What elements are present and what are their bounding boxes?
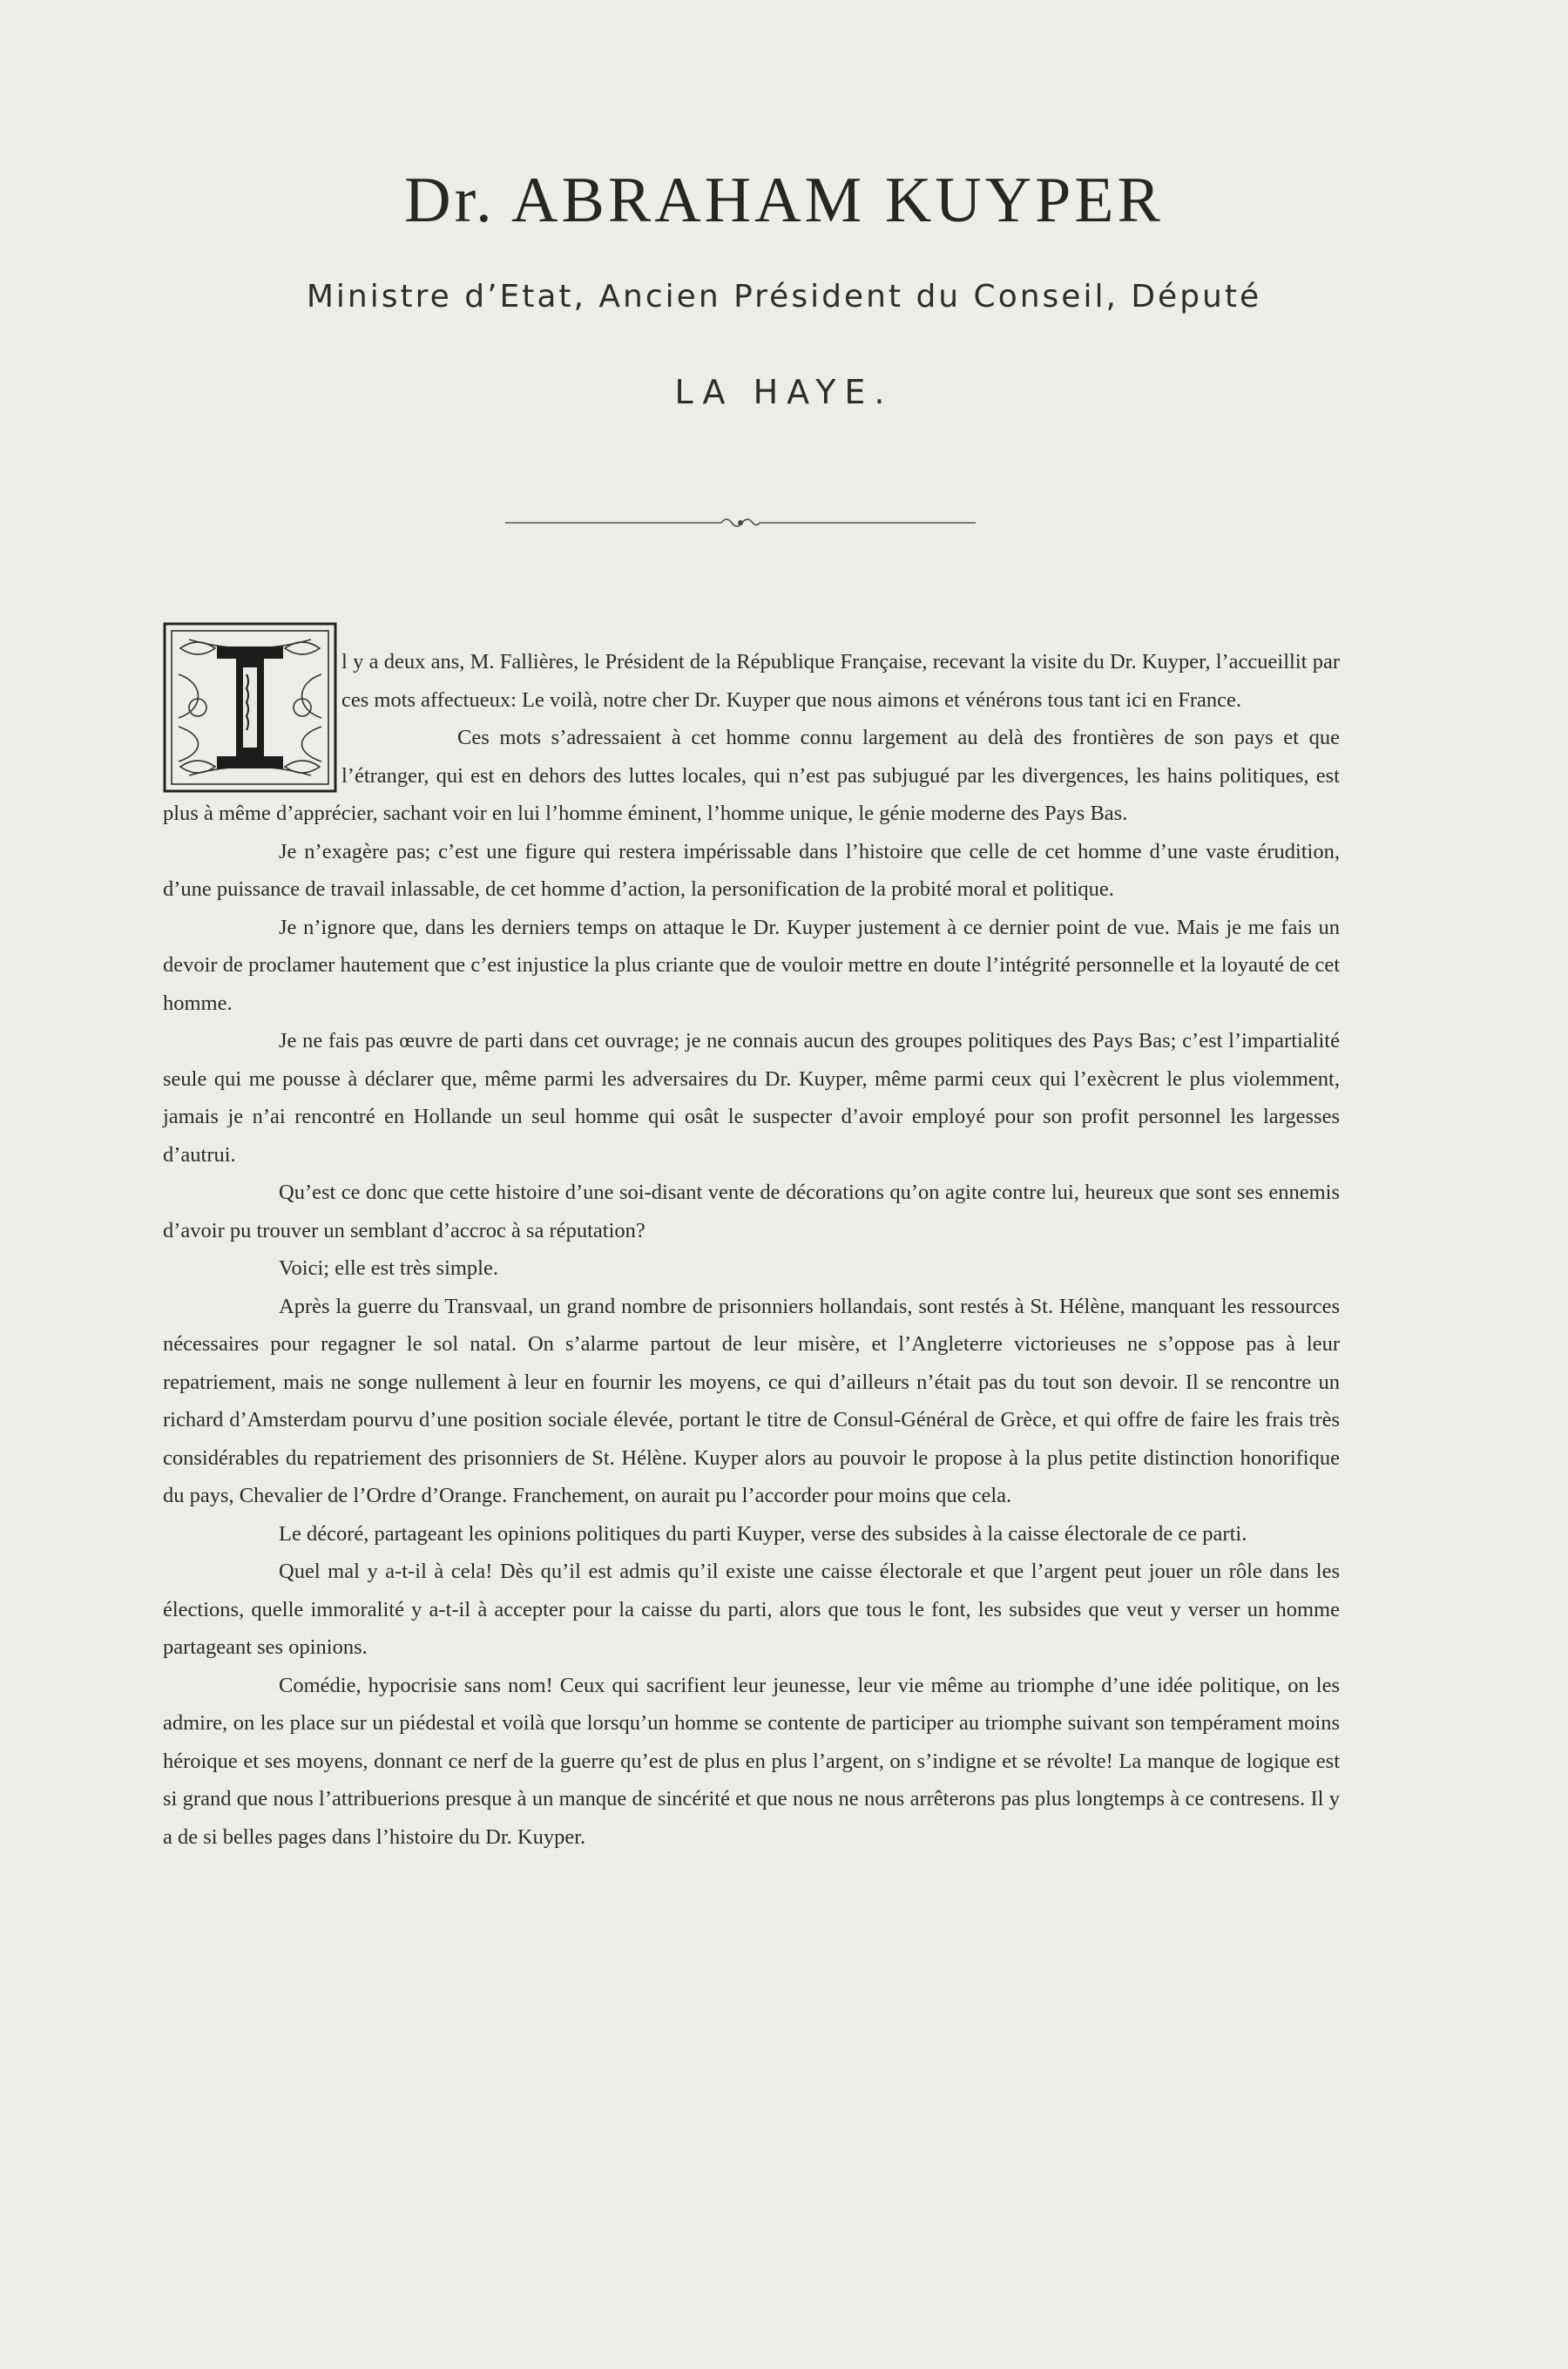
- paragraph: Je n’exagère pas; c’est une figure qui restera impérissable dans l’histoire que celle de cet homme d’une vaste érudition, d’une puissance de travail inlassable, de cet homme d’action, la personification de la probité moral et politique.: [163, 839, 1340, 901]
- paragraph: Qu’est ce donc que cette histoire d’une soi-disant vente de décorations qu’on agite contre lui, heureux que sont ses ennemis d’avoir pu trouver un semblant d’accroc à sa réputation?: [163, 1181, 1340, 1242]
- paragraph: Après la guerre du Transvaal, un grand nombre de prisonniers hollandais, sont restés à St. Hélène, manquant les ressources nécessaires pour regagner le sol natal. On s’alarme partout de leur misère, et l’Angleterre victorieuses ne s’oppose pas à leur repatriement, mais ne songe nullement à leur en fournir les moyens, ce qui d’ailleurs n’était pas du tout son devoir. Il se rencontre un richard d’Amsterdam pourvu d’une position sociale élevée, portant le titre de Consul-Général de Grèce, et qui offre de faire les frais très considérables du repatriement des prisonniers de St. Hélène. Kuyper alors au pouvoir le propose à la plus petite distinction honorifique du pays, Chevalier de l’Ordre d’Orange. Franchement, on aurait pu l’accorder pour moins que cela.: [163, 1294, 1340, 1507]
- paragraph: Quel mal y a-t-il à cela! Dès qu’il est admis qu’il existe une caisse électorale et que l’argent peut jouer un rôle dans les élections, quelle immoralité y a-t-il à accepter pour la caisse du parti, alors que tous le font, les subsides que veut y verser un homme partageant ses opinions.: [163, 1560, 1340, 1659]
- paragraph: Je n’ignore que, dans les derniers temps on attaque le Dr. Kuyper justement à ce dernier point de vue. Mais je me fais un devoir de proclamer hautement que c’est injustice la plus criante que de vouloir mettre en doute l’intégrité personnelle et la loyauté de cet homme.: [163, 915, 1340, 1015]
- document-subtitle: Ministre d’Etat, Ancien Président du Conseil, Député: [306, 279, 1262, 315]
- paragraph: Comédie, hypocrisie sans nom! Ceux qui sacrifient leur jeunesse, leur vie même au triomphe d’une idée politique, on les admire, on les place sur un piédestal et voilà que lorsqu’un homme se contente de participer au triomphe suivant son tempérament moins héroique et ses moyens, donnant ce nerf de la guerre qu’est de plus en plus l’argent, on s’indigne et se révolte! La manque de logique est si grand que nous l’attribuerions presque à un manque de sincérité et que nous ne nous arrêterons pas plus longtemps à ce contresens. Il y a de si belles pages dans l’histoire du Dr. Kuyper.: [163, 1673, 1340, 1849]
- decorative-rule-icon: [505, 512, 976, 533]
- drop-cap-wrap: [163, 643, 341, 795]
- paragraph: l y a deux ans, M. Fallières, le Président de la République Française, recevant la visite du Dr. Kuyper, l’accueillit par ces mots affectueux: Le voilà, notre cher Dr. Kuyper que nous aimons et vénérons tous tant ici en France.: [341, 650, 1340, 712]
- paragraph: Voici; elle est très simple.: [279, 1256, 498, 1280]
- document-title: Dr. ABRAHAM KUYPER: [404, 165, 1164, 236]
- paragraph: Je ne fais pas œuvre de parti dans cet ouvrage; je ne connais aucun des groupes politiques des Pays Bas; c’est l’impartialité seule qui me pousse à déclarer que, même parmi les adversaires du Dr. Kuyper, même parmi ceux qui l’exècrent le plus violemment, jamais je n’ai rencontré en Hollande un seul homme qui osât le suspecter d’avoir employé pour son profit personnel les largesses d’autrui.: [163, 1029, 1340, 1167]
- document-place: LA HAYE.: [674, 373, 894, 411]
- body-text: [163, 643, 1340, 1856]
- paragraph: Ces mots s’adressaient à cet homme connu largement au delà des frontières de son pays et que l’étranger, qui est en dehors des luttes locales, qui n’est pas subjugué par les divergences, les hains politiques, est plus à même d’apprécier, sachant voir en lui l’homme éminent, l’homme unique, le génie moderne des Pays Bas.: [163, 726, 1340, 825]
- paragraph: Le décoré, partageant les opinions politiques du parti Kuyper, verse des subsides à la caisse électorale de ce parti.: [279, 1521, 1247, 1546]
